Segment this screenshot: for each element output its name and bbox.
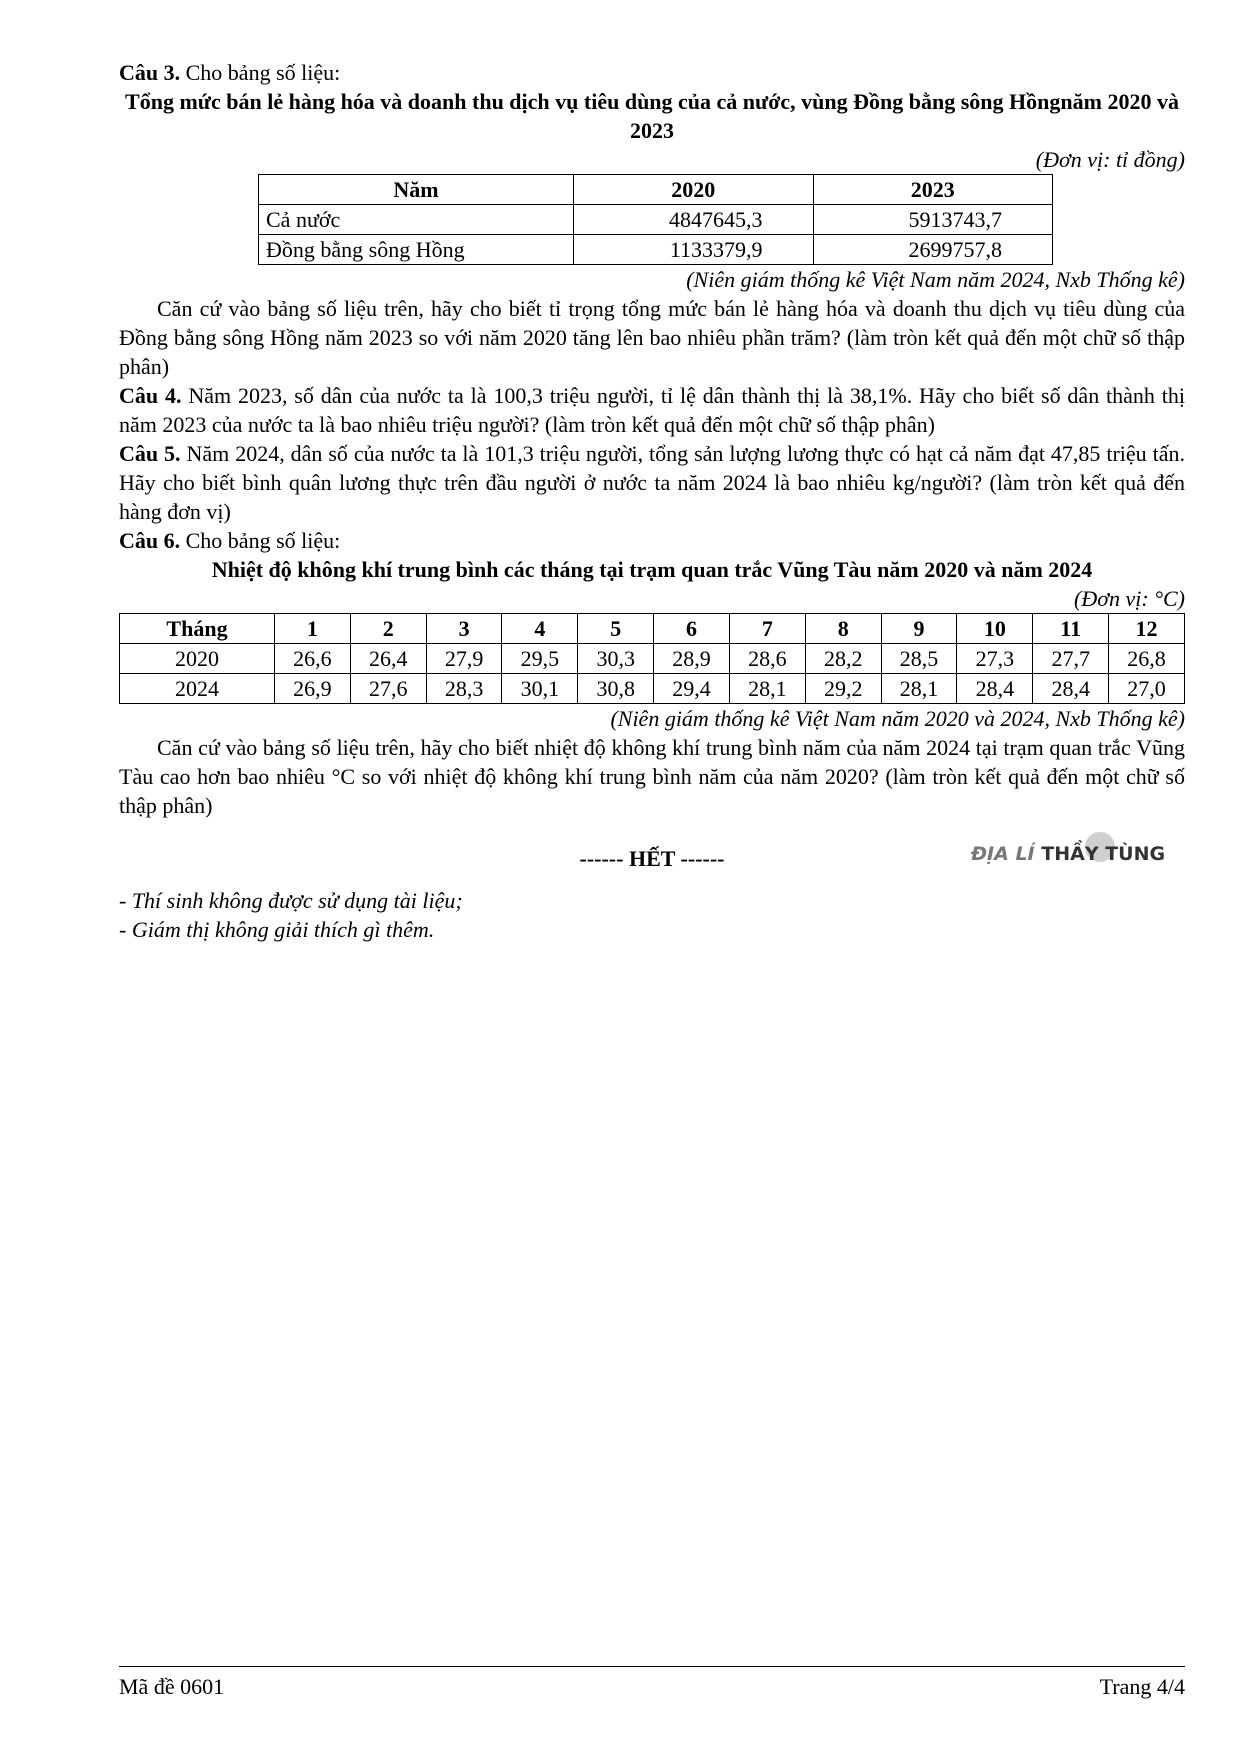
table-row [120,644,1185,674]
header-month-10: 10 [957,614,1033,644]
question-5-text: Năm 2024, dân số của nước ta là 101,3 triệu người, tổng sản lượng lương thực có hạt cả năm đạt 47,85 triệu tấn. Hãy cho biết bình quân lương thực trên đầu người ở nước ta năm 2024 là bao nhiêu kg/người? (làm tròn kết quả đến hàng đơn vị) [119,441,1185,524]
page-number: Trang 4/4 [1099,1674,1185,1699]
question-3-intro [119,58,1185,87]
cell-value: 27,9 [426,644,502,674]
cell-value: 28,4 [1033,674,1109,704]
cell-value: 28,2 [805,644,881,674]
row-year: 2020 [120,644,275,674]
cell-value: 26,6 [275,644,351,674]
header-month-9: 9 [881,614,957,644]
cell-value: 27,7 [1033,644,1109,674]
cell-value: 29,5 [502,644,578,674]
header-month-8: 8 [805,614,881,644]
header-month-11: 11 [1033,614,1109,644]
table-header-row [259,175,1053,205]
question-3-text: Căn cứ vào bảng số liệu trên, hãy cho biết tỉ trọng tổng mức bán lẻ hàng hóa và doanh thu dịch vụ tiêu dùng của Đồng bằng sông Hồng năm 2023 so với năm 2020 tăng lên bao nhiêu phần trăm? (làm tròn kết quả đến một chữ số thập phân) [119,296,1185,379]
note-item: - Thí sinh không được sử dụng tài liệu; [119,888,463,913]
header-month-2: 2 [350,614,426,644]
cell-value: 26,9 [275,674,351,704]
header-month-7: 7 [729,614,805,644]
question-4-label: Câu 4. [119,383,182,408]
table-1-title: Tổng mức bán lẻ hàng hóa và doanh thu dịch vụ tiêu dùng của cả nước, vùng Đồng bằng sông Hồngnăm 2020 và 2023 [125,89,1179,143]
table-2-title: Nhiệt độ không khí trung bình các tháng tại trạm quan trắc Vũng Tàu năm 2020 và năm 2024 [211,557,1093,582]
header-month-5: 5 [578,614,654,644]
question-6-intro-text: Cho bảng số liệu: [180,528,341,553]
cell-value: 27,0 [1109,674,1185,704]
question-6-label: Câu 6. [119,528,181,553]
cell-value: 30,1 [502,674,578,704]
table-2-unit: (Đơn vị: °C) [1074,586,1185,611]
question-4-text: Năm 2023, số dân của nước ta là 100,3 triệu người, tỉ lệ dân thành thị là 38,1%. Hãy cho biết số dân thành thị năm 2023 của nước ta là bao nhiêu triệu người? (làm tròn kết quả đến một chữ số thập phân) [119,383,1186,437]
cell-value: 27,6 [350,674,426,704]
table-row [259,235,1053,265]
cell-value: 26,4 [350,644,426,674]
cell-value: 28,5 [881,644,957,674]
table-1-source: (Niên giám thống kê Việt Nam năm 2024, Nxb Thống kê) [686,267,1185,292]
exam-code: Mã đề 0601 [119,1674,225,1699]
question-3-intro-text: Cho bảng số liệu: [180,60,341,85]
header-2023: 2023 [813,175,1053,205]
table-2-source: (Niên giám thống kê Việt Nam năm 2020 và 2024, Nxb Thống kê) [610,706,1185,731]
row-label: Đồng bằng sông Hồng [259,235,574,265]
cell-value: 28,4 [957,674,1033,704]
logo-part-1: ĐỊA LÍ [971,843,1035,865]
exam-notes [119,886,1185,944]
cell-value: 26,8 [1109,644,1185,674]
cell-value: 28,6 [729,644,805,674]
row-year: 2024 [120,674,275,704]
exam-page [119,58,1185,944]
question-6-text: Căn cứ vào bảng số liệu trên, hãy cho biết nhiệt độ không khí trung bình năm của năm 2024 tại trạm quan trắc Vũng Tàu cao hơn bao nhiêu °C so với nhiệt độ không khí trung bình năm của năm 2020? (làm tròn kết quả đến một chữ số thập phân) [119,735,1185,818]
end-marker: ------ HẾT ------ [579,846,725,871]
end-section [119,830,1185,874]
table-header-row [120,614,1185,644]
question-4 [119,381,1185,439]
cell-value: 1133379,9 [574,235,814,265]
note-item: - Giám thị không giải thích gì thêm. [119,917,435,942]
cell-value: 4847645,3 [574,205,814,235]
question-6-intro [119,526,1185,555]
table-1-unit: (Đơn vị: tỉ đồng) [1035,147,1185,172]
cell-value: 2699757,8 [813,235,1053,265]
header-month-3: 3 [426,614,502,644]
question-3-label: Câu 3. [119,60,181,85]
row-label: Cả nước [259,205,574,235]
footer-divider [119,1666,1185,1667]
cell-value: 29,2 [805,674,881,704]
cell-value: 30,3 [578,644,654,674]
header-month-4: 4 [502,614,578,644]
header-month-12: 12 [1109,614,1185,644]
table-row [259,205,1053,235]
header-2020: 2020 [574,175,814,205]
question-5 [119,439,1185,526]
header-month: Tháng [120,614,275,644]
cell-value: 27,3 [957,644,1033,674]
header-month-1: 1 [275,614,351,644]
temperature-table [119,613,1185,704]
cell-value: 30,8 [578,674,654,704]
table-row [120,674,1185,704]
cell-value: 28,9 [654,644,730,674]
cell-value: 28,1 [729,674,805,704]
cell-value: 5913743,7 [813,205,1053,235]
header-year: Năm [259,175,574,205]
retail-sales-table [258,174,1053,265]
question-5-label: Câu 5. [119,441,181,466]
logo-part-2: THẦY TÙNG [1041,843,1166,865]
header-month-6: 6 [654,614,730,644]
cell-value: 29,4 [654,674,730,704]
cell-value: 28,3 [426,674,502,704]
cell-value: 28,1 [881,674,957,704]
